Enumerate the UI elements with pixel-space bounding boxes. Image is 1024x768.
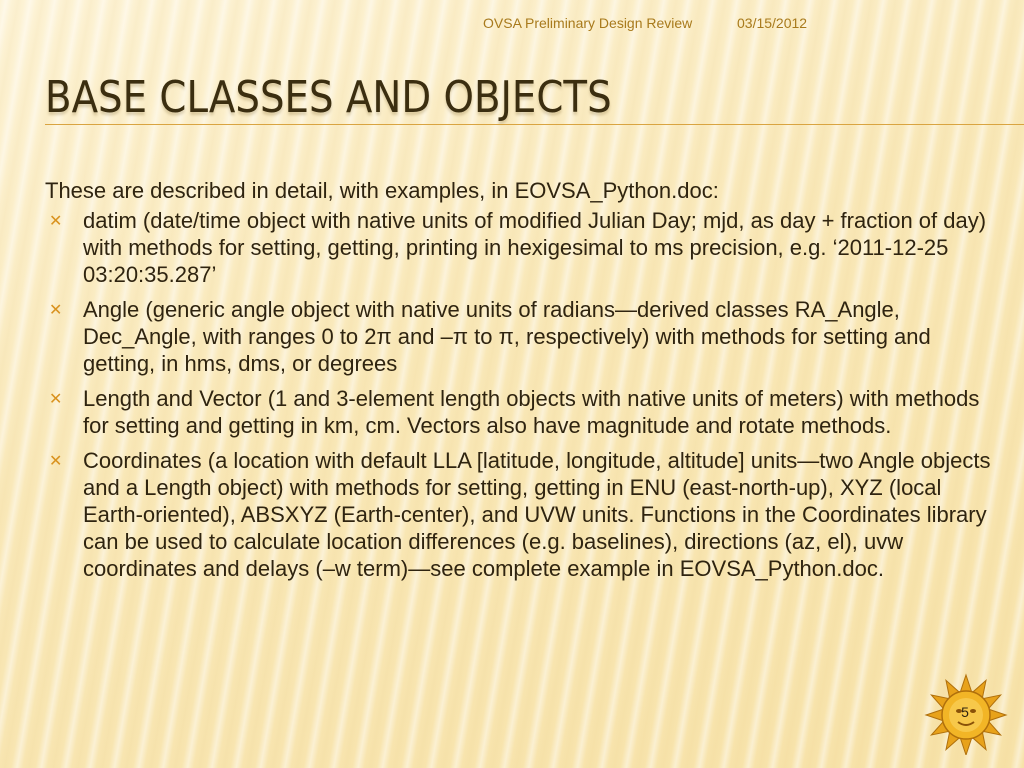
slide-body: [45, 177, 1005, 590]
bullet-list: [45, 207, 1005, 582]
title-divider: [45, 124, 1024, 125]
intro-text: These are described in detail, with examples, in EOVSA_Python.doc:: [45, 178, 719, 203]
slide-title: BASE CLASSES AND OBJECTS: [45, 72, 612, 123]
list-item: [45, 296, 1005, 377]
bullet-text: Length and Vector (1 and 3-element length objects with native units of meters) with methods for setting and getting in km, cm. Vectors also have magnitude and rotate methods.: [83, 386, 980, 438]
x-mark-bullet-icon: ✕: [49, 391, 63, 408]
slide-header: [0, 15, 1024, 35]
header-date: 03/15/2012: [737, 15, 808, 31]
x-mark-bullet-icon: ✕: [49, 453, 63, 470]
list-item: [45, 447, 1005, 582]
list-item: [45, 385, 1005, 439]
bullet-text: Angle (generic angle object with native units of radians—derived classes RA_Angle, Dec_Angle, with ranges 0 to 2π and –π to π, respectively) with methods for setting and getting, in hms, dms, or degrees: [83, 297, 931, 376]
x-mark-bullet-icon: ✕: [49, 302, 63, 319]
x-mark-bullet-icon: ✕: [49, 213, 63, 230]
list-item: [45, 207, 1005, 288]
bullet-text: Coordinates (a location with default LLA [latitude, longitude, altitude] units—two Angle objects and a Length object) with methods for setting, getting in ENU (east-north-up), XYZ (local Earth-oriented), ABSXYZ (Earth-center), and UVW units. Functions in the Coordinates library can be used to calculate location differences (e.g. baselines), directions (az, el), uvw coordinates and delays (–w term)—see complete example in EOVSA_Python.doc.: [83, 448, 991, 581]
header-title: OVSA Preliminary Design Review: [483, 15, 693, 31]
page-number: 5: [961, 704, 969, 720]
bullet-text: datim (date/time object with native units of modified Julian Day; mjd, as day + fraction of day) with methods for setting, getting, printing in hexigesimal to ms precision, e.g. ‘2011-12-25 03:20:35.287’: [83, 208, 987, 287]
